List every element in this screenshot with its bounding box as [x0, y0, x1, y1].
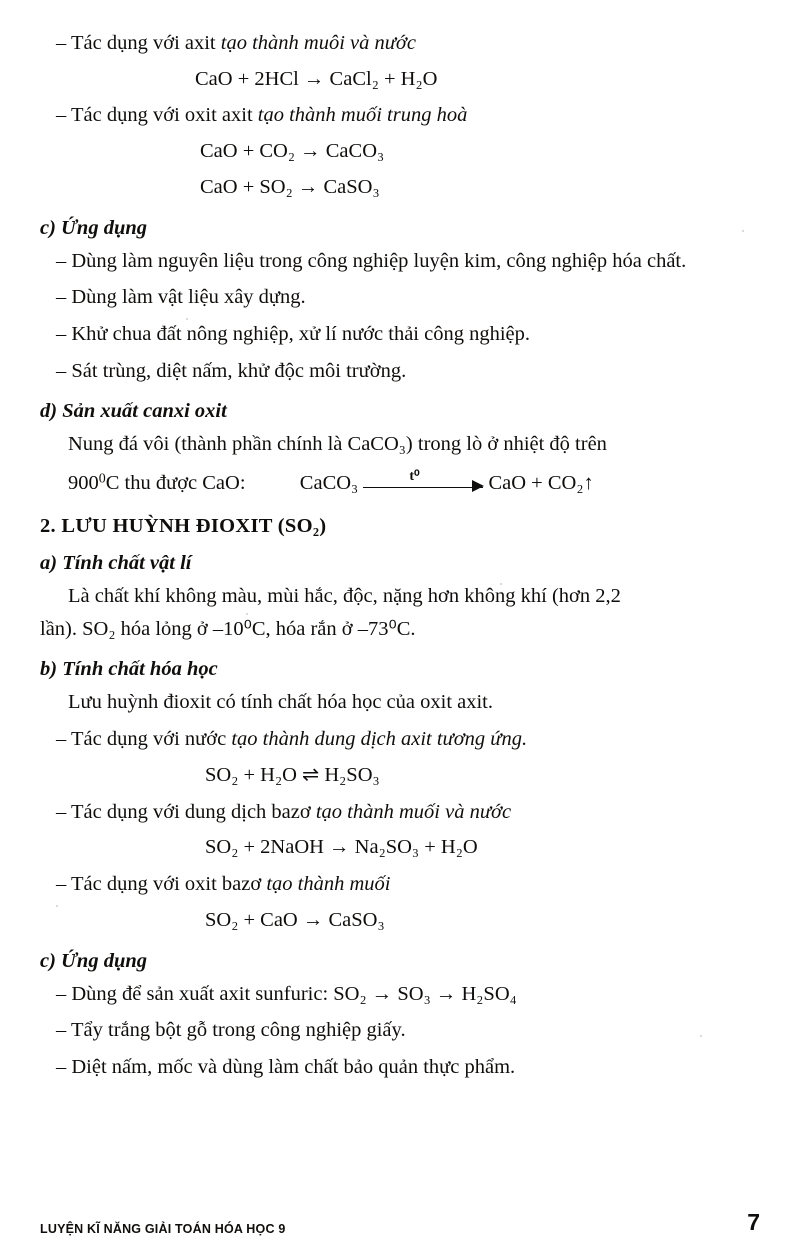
equation: [40, 906, 760, 936]
list-item: – Diệt nấm, mốc và dùng làm chất bảo quản thực phẩm.: [56, 1055, 516, 1078]
temperature-value: $900^0C$ thu được CaO:: [68, 471, 246, 495]
scan-speck: [56, 905, 58, 907]
footer-book-title: LUYỆN KĨ NĂNG GIẢI TOÁN HÓA HỌC 9: [40, 1222, 286, 1236]
paragraph: lần). SO₂ hóa lỏng ở –10⁰C, hóa rắn ở –73⁰C.: [40, 617, 416, 640]
paragraph-with-equation: [40, 468, 760, 499]
section-heading-d-sanxuat: d) Sản xuất canxi oxit: [40, 400, 227, 423]
list-item: [40, 101, 760, 131]
equation: [40, 173, 760, 203]
section-heading-b-tinhchat-hoahoc: b) Tính chất hóa học: [40, 658, 218, 681]
section-heading-a-tinhchat-vatli: a) Tính chất vật lí: [40, 551, 192, 574]
list-item-emphasis: tạo thành muối trung hoà: [257, 104, 468, 127]
page-number: 7: [747, 1209, 760, 1235]
list-item: [40, 870, 760, 900]
list-item: – Dùng làm vật liệu xây dựng.: [56, 286, 306, 309]
list-item: – Dùng làm nguyên liệu trong công nghiệp luyện kim, công nghiệp hóa chất.: [56, 249, 687, 272]
section-heading-c-ungdung-2: c) Ứng dụng: [40, 949, 148, 972]
scan-speck: [186, 318, 188, 320]
equation: [40, 833, 760, 863]
equation: [40, 137, 760, 167]
list-item-text: – Tác dụng với oxit bazơ: [56, 873, 267, 896]
equation-text: SO₂ + H₂O ⇌ H₂SO₃: [205, 763, 380, 786]
scan-speck: [742, 230, 744, 232]
reaction-arrow-icon: [363, 468, 483, 494]
list-item-emphasis: tạo thành muôi và nước: [220, 32, 416, 54]
list-item: [40, 725, 760, 755]
list-item-emphasis: tạo thành muối và nước: [315, 800, 512, 823]
list-item-text: – Tác dụng với dung dịch bazơ: [56, 800, 316, 823]
equation-text: SO₂ + CaO → CaSO₃: [205, 908, 385, 931]
paragraph: Nung đá vôi (thành phần chính là CaCO₃) trong lò ở nhiệt độ trên: [68, 433, 607, 456]
equation: [40, 761, 760, 791]
paragraph: Là chất khí không màu, mùi hắc, độc, nặng hơn không khí (hơn 2,2: [68, 584, 621, 607]
scan-speck: [500, 583, 502, 585]
section-heading-2-luuhuynh-dioxit: 2. LƯU HUỲNH ĐIOXIT (SO₂): [40, 514, 327, 537]
list-item: [40, 29, 760, 59]
list-item-emphasis: tạo thành muối: [266, 873, 391, 896]
equation: [40, 65, 760, 95]
decomposition-equation: [299, 468, 594, 495]
scan-speck: [246, 613, 248, 615]
page-footer: [40, 1209, 760, 1236]
equation-text: SO₂ + 2NaOH → Na₂SO₃ + H₂O: [205, 836, 478, 859]
equation-product: CaO + CO₂↑: [488, 472, 594, 495]
list-item: – Sát trùng, diệt nấm, khử độc môi trường.: [56, 359, 407, 382]
list-item: [40, 798, 760, 828]
equation-text: CaO + 2HCl → CaCl₂ + H₂O: [195, 67, 438, 90]
equation-reactant: CaCO₃: [299, 472, 359, 495]
equation-text: CaO + CO₂ → CaCO₃: [200, 140, 385, 163]
list-item: – Tẩy trắng bột gỗ trong công nghiệp giấy.: [56, 1019, 406, 1042]
list-item-text: – Tác dụng với oxit axit: [56, 104, 258, 127]
list-item: – Dùng để sản xuất axit sunfuric: SO₂ → SO₃ → H₂SO₄: [56, 982, 517, 1005]
scan-speck: [700, 1035, 702, 1037]
list-item: – Khử chua đất nông nghiệp, xử lí nước thải công nghiệp.: [56, 323, 531, 346]
arrow-condition-label: t⁰: [409, 468, 420, 484]
list-item-emphasis: tạo thành dung dịch axit tương ứng.: [231, 728, 528, 751]
list-item-text: – Tác dụng với axit: [56, 32, 221, 54]
equation-text: CaO + SO₂ → CaSO₃: [200, 175, 380, 198]
section-heading-c-ungdung-1: c) Ứng dụng: [40, 216, 148, 239]
paragraph: Lưu huỳnh đioxit có tính chất hóa học của oxit axit.: [68, 691, 494, 714]
list-item-text: – Tác dụng với nước: [56, 728, 232, 751]
